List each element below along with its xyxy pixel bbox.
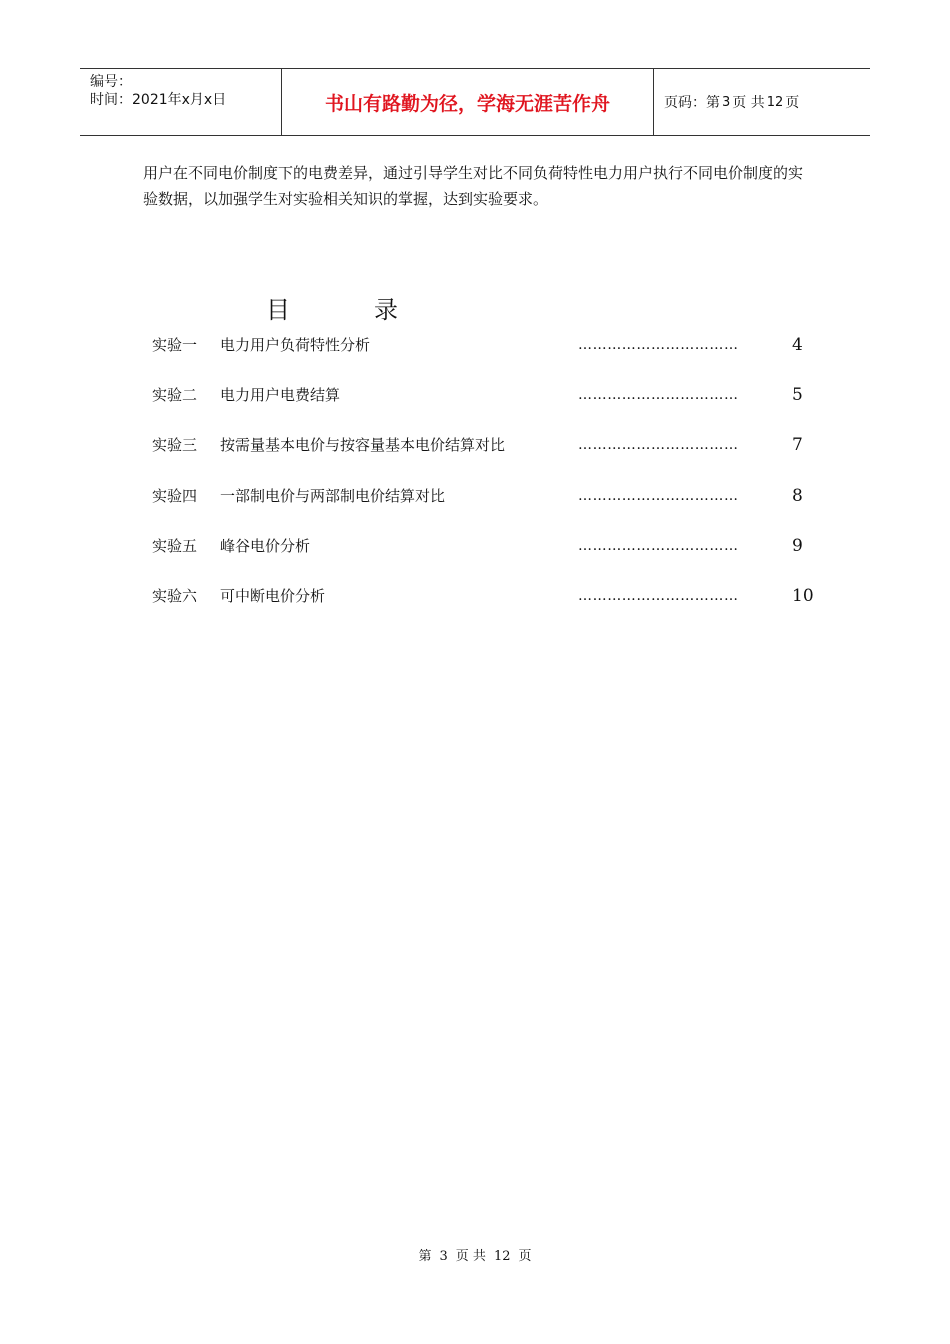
toc-entry-leader: …………………………… <box>578 487 739 504</box>
page-info-suffix: 页 <box>785 95 800 111</box>
toc-entry-title: 电力用户负荷特性分析 <box>220 336 371 354</box>
toc-entry-page: 7 <box>792 435 803 456</box>
toc-entry[interactable] <box>152 434 822 484</box>
footer-total-pages: 12 <box>493 1249 511 1264</box>
page-info-middle: 页 共 <box>732 95 765 111</box>
header-meta <box>80 69 282 135</box>
page-header <box>80 68 870 136</box>
footer-prefix: 第 <box>418 1249 432 1264</box>
toc-title-right: 录 <box>374 296 398 324</box>
page-footer <box>0 1245 950 1264</box>
toc-entry[interactable] <box>152 485 822 535</box>
toc-entry-page: 10 <box>792 585 814 606</box>
page-info-current: 3 <box>722 94 731 110</box>
toc-entry-leader: …………………………… <box>578 587 739 604</box>
page-info-prefix: 页码：第 <box>664 95 720 111</box>
toc-entry-title: 峰谷电价分析 <box>220 536 311 555</box>
toc-entry-leader: …………………………… <box>578 387 739 404</box>
toc-entry-number: 实验六 <box>152 586 198 605</box>
header-motto: 书山有路勤为径，学海无涯苦作舟 <box>282 69 654 135</box>
toc-entry-leader: …………………………… <box>578 437 739 454</box>
toc-entry[interactable] <box>152 384 822 434</box>
toc-entry-page: 4 <box>792 335 803 355</box>
toc-entry-page: 8 <box>792 485 803 506</box>
toc-entry[interactable] <box>152 585 822 635</box>
toc-entry-leader: …………………………… <box>578 337 739 353</box>
table-of-contents <box>152 334 822 635</box>
toc-entry-title: 一部制电价与两部制电价结算对比 <box>220 486 446 505</box>
header-page-info <box>654 69 870 135</box>
toc-entry-title: 可中断电价分析 <box>220 586 326 605</box>
toc-entry-number: 实验二 <box>152 386 198 405</box>
toc-entry-number: 实验五 <box>152 536 198 555</box>
toc-entry-number: 实验三 <box>152 436 198 455</box>
toc-entry-number: 实验一 <box>152 336 198 354</box>
intro-paragraph: 用户在不同电价制度下的电费差异，通过引导学生对比不同负荷特性电力用户执行不同电价制度的实验数据，以加强学生对实验相关知识的掌握，达到实验要求。 <box>143 164 804 208</box>
toc-entry-number: 实验四 <box>152 486 198 505</box>
page-info-total: 12 <box>766 94 784 110</box>
footer-suffix: 页 <box>518 1249 532 1264</box>
toc-entry-title: 按需量基本电价与按容量基本电价结算对比 <box>220 436 506 455</box>
toc-title <box>266 290 398 325</box>
toc-entry-page: 9 <box>792 535 803 556</box>
toc-entry[interactable] <box>152 535 822 585</box>
toc-entry-leader: …………………………… <box>578 537 739 554</box>
date-label: 时间：2021年x月x日 <box>90 92 227 108</box>
number-label: 编号： <box>90 74 132 90</box>
toc-entry-title: 电力用户电费结算 <box>220 386 341 405</box>
footer-middle: 页 共 <box>455 1249 486 1264</box>
footer-current-page: 3 <box>439 1249 448 1264</box>
toc-entry-page: 5 <box>792 385 803 406</box>
toc-entry[interactable] <box>152 334 822 384</box>
toc-title-left: 目 <box>266 296 290 324</box>
